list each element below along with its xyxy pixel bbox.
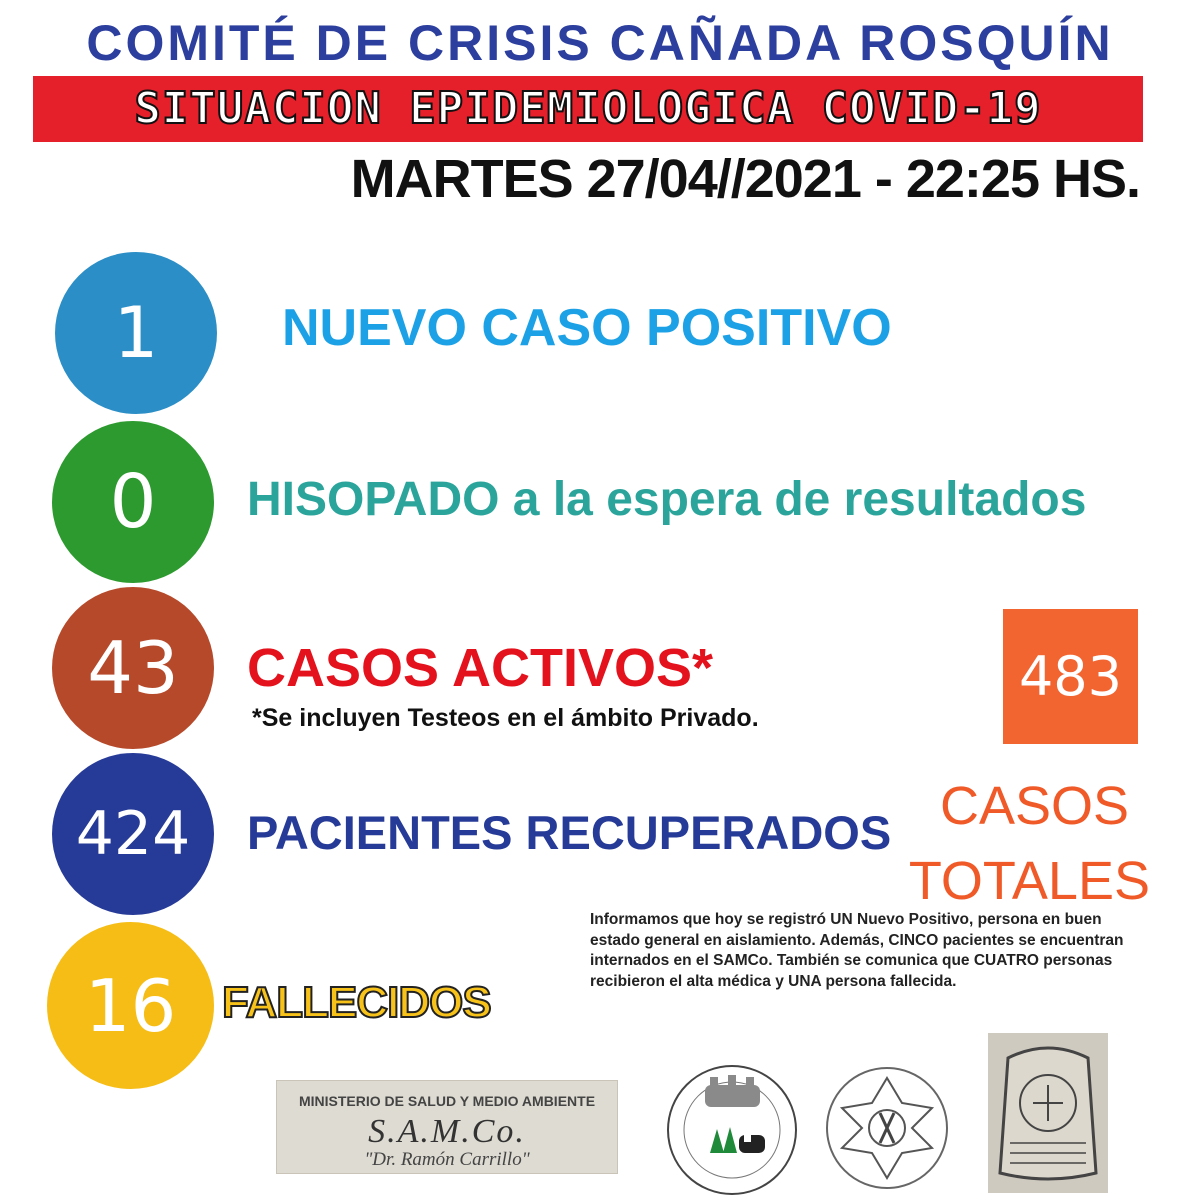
info-paragraph: Informamos que hoy se registró UN Nuevo Positivo, persona en buen estado general en aislamiento. Además, CINCO pacientes se encuentran internados en el SAMCo. También se comunica que CUATRO personas recibieron el alta médica y UNA persona fallecida. (590, 911, 1124, 990)
recovered-count: 424 (52, 753, 214, 915)
page-title: COMITÉ DE CRISIS CAÑADA ROSQUÍN (86, 15, 1114, 71)
active-cases-label: CASOS ACTIVOS* (247, 638, 714, 698)
comuna-seal-icon (665, 1063, 800, 1198)
deceased-label: FALLECIDOS (222, 978, 491, 1027)
new-cases-count: 1 (55, 252, 217, 414)
page-subtitle: SITUACION EPIDEMIOLOGICA COVID-19 (134, 83, 1042, 134)
total-cases-count: 483 (1003, 609, 1138, 744)
deceased-count: 16 (47, 922, 214, 1089)
total-cases-label-line1: CASOS (940, 776, 1130, 836)
samco-ministry-text: MINISTERIO DE SALUD Y MEDIO AMBIENTE (298, 1093, 596, 1109)
new-cases-label: NUEVO CASO POSITIVO (282, 299, 892, 357)
bomberos-seal-icon (822, 1063, 952, 1193)
pending-swabs-count: 0 (52, 421, 214, 583)
report-date: MARTES 27/04//2021 - 22:25 HS. (350, 149, 1140, 209)
samco-logo (276, 1080, 618, 1174)
police-seal-icon (988, 1033, 1108, 1193)
pending-swabs-label: HISOPADO a la espera de resultados (247, 473, 1087, 526)
recovered-label: PACIENTES RECUPERADOS (247, 806, 892, 859)
total-cases-label-line2: TOTALES (908, 851, 1150, 911)
active-cases-count: 43 (52, 587, 214, 749)
active-cases-note: *Se incluyen Testeos en el ámbito Privado. (252, 704, 759, 732)
samco-name: S.A.M.Co. (368, 1113, 526, 1150)
samco-doctor-name: "Dr. Ramón Carrillo" (364, 1149, 530, 1170)
